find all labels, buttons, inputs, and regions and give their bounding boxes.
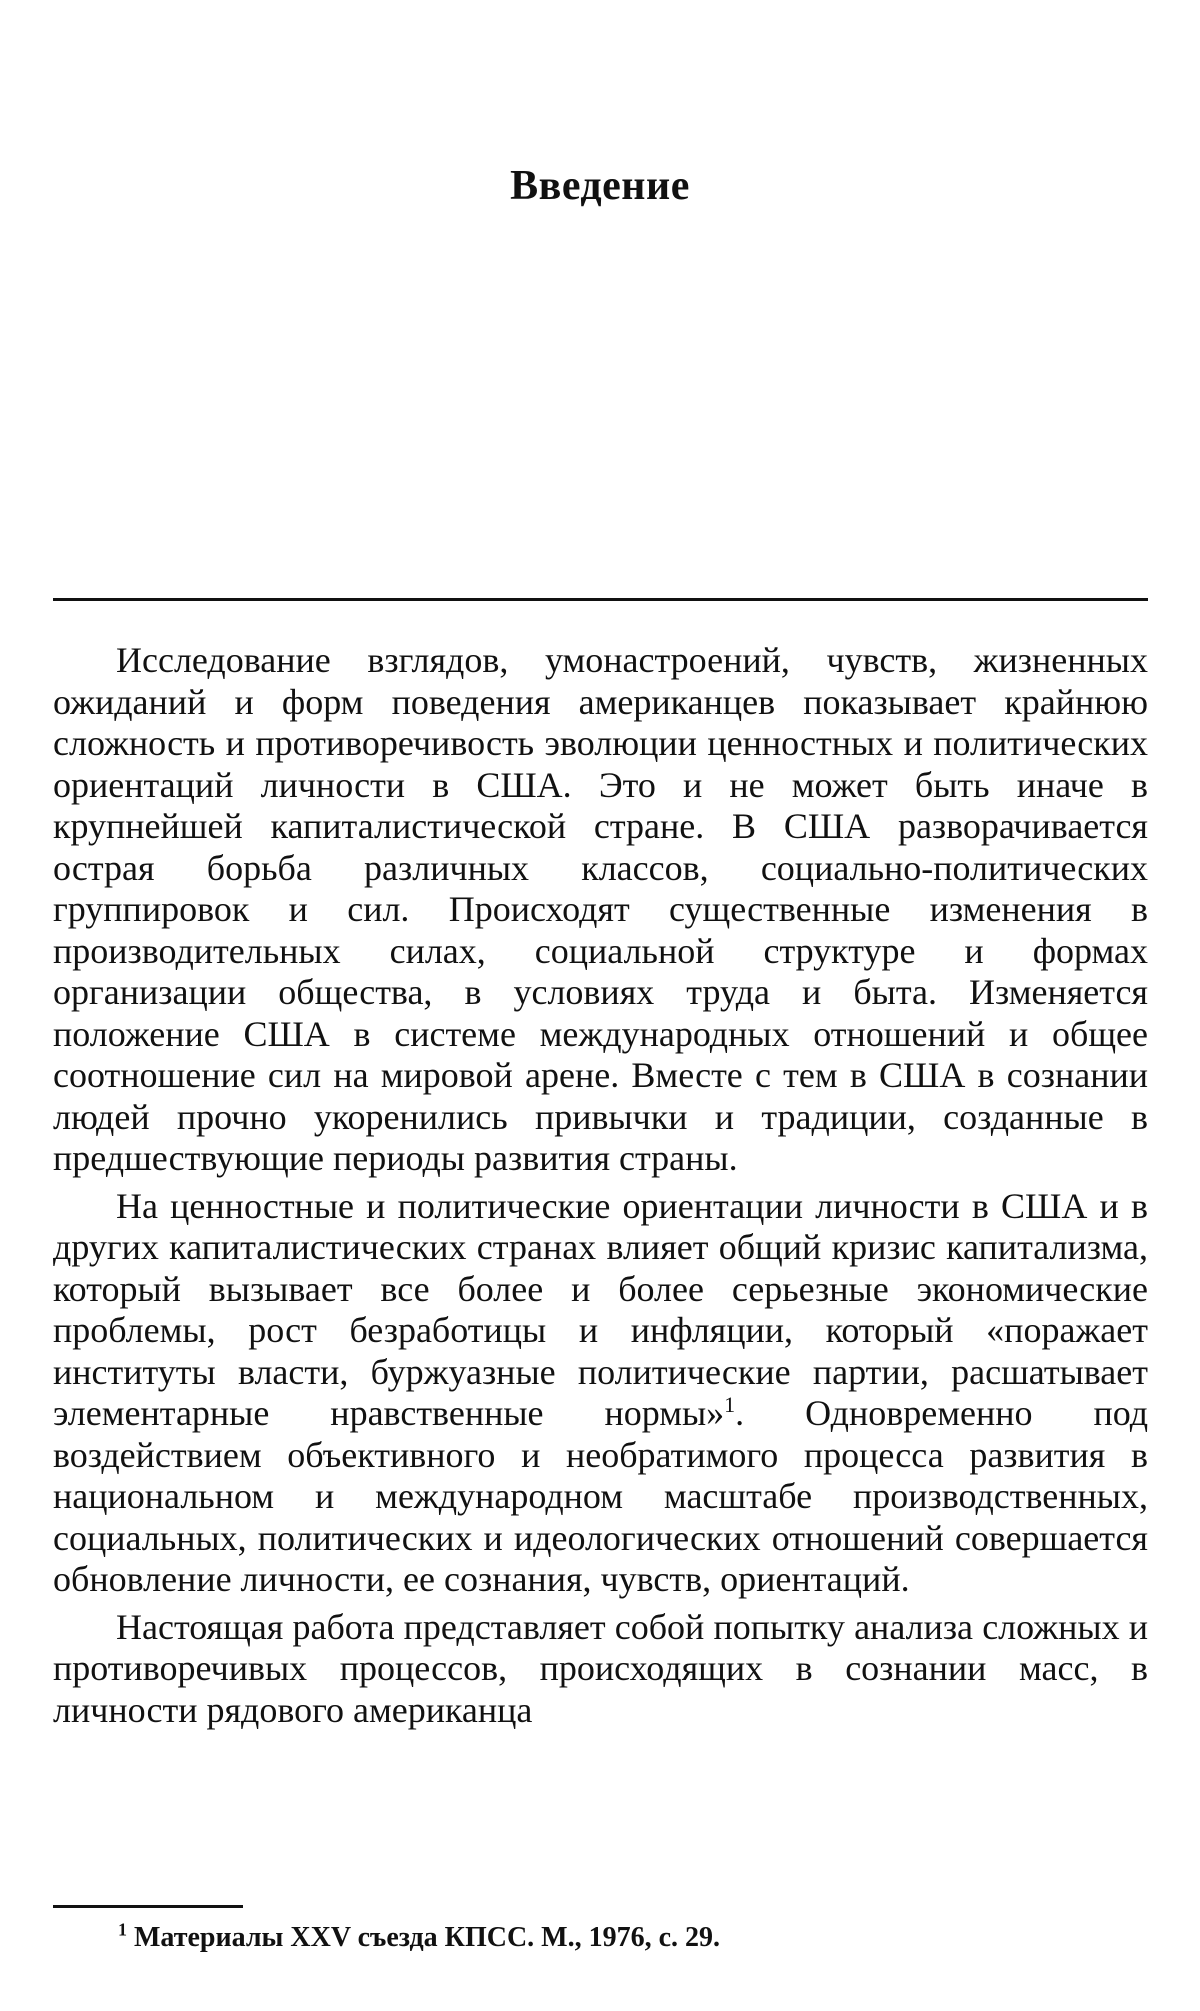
footnote-reference: 1 xyxy=(724,1392,736,1417)
footnote xyxy=(118,1919,721,1954)
paragraph-3: Настоящая работа представляет собой попытку анализа сложных и противоречивых процессов, происходящих в сознании масс, в личности рядового американца xyxy=(53,1606,1148,1730)
paragraph-2-text-end: . Одновременно под воздействием объективного и необратимого процесса развития в национальном и международном масштабе производственных, социальных, политических и идеологических отношений совершается обновление личности, ее сознания, чувств, ориентаций. xyxy=(53,1393,1149,1599)
page-title: Введение xyxy=(510,163,690,209)
paragraph-2 xyxy=(53,1186,1148,1601)
footnote-text: Материалы XXV съезда КПСС. М., 1976, с. 29. xyxy=(127,1922,721,1953)
footnote-marker: 1 xyxy=(118,1919,127,1940)
horizontal-rule xyxy=(53,598,1148,601)
footnote-divider xyxy=(53,1905,243,1908)
body-text xyxy=(53,640,1148,1731)
paragraph-1: Исследование взглядов, умонастроений, чувств, жизненных ожиданий и форм поведения американцев показывает крайнюю сложность и противоречивость эволюции ценностных и политических ориентаций личности в США. Это и не может быть иначе в крупнейшей капиталистической стране. В США разворачивается острая борьба различных классов, социально-политических группировок и сил. Происходят существенные изменения в производительных силах, социальной структуре и формах организации общества, в условиях труда и быта. Изменяется положение США в системе международных отношений и общее соотношение сил на мировой арене. Вместе с тем в США в сознании людей прочно укоренились привычки и традиции, созданные в предшествующие периоды развития страны. xyxy=(53,640,1148,1178)
paragraph-2-text-start: На ценностные и политические ориентации личности в США и в других капиталистических странах влияет общий кризис капитализма, который вызывает все более и более серьезные экономические проблемы, рост безработицы и инфляции, который «поражает институты власти, буржуазные политические партии, расшатывает элементарные нравственные нормы» xyxy=(53,1185,1148,1433)
